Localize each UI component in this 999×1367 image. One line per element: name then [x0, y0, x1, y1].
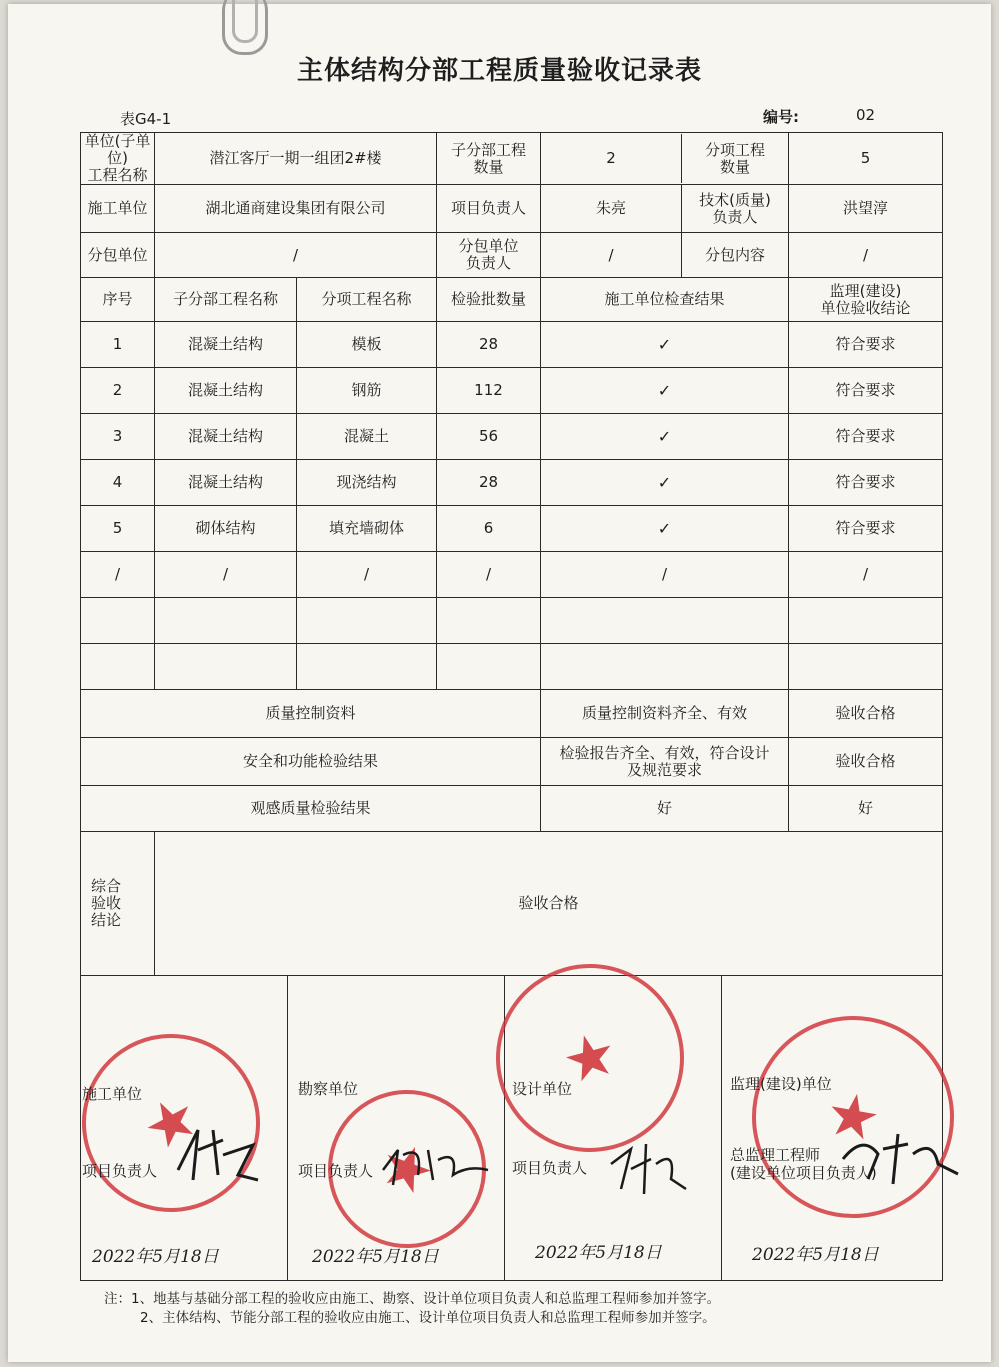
row-item: / [297, 552, 437, 598]
row-no: 5 [81, 506, 155, 552]
quality-control-result: 质量控制资料齐全、有效 [541, 690, 789, 738]
row-item: 填充墙砌体 [297, 506, 437, 552]
row-check: ✓ [541, 368, 789, 414]
row-qty: / [437, 552, 541, 598]
subpart-count-value: 2 [541, 134, 682, 183]
sub-content-label: 分包内容 [704, 245, 765, 264]
row-item: 现浇结构 [297, 460, 437, 506]
row-subpart: 混凝土结构 [155, 368, 297, 414]
serial-label: 编号: [763, 108, 799, 126]
table-row [81, 322, 943, 368]
row-conclusion: 符合要求 [789, 414, 943, 460]
appearance-conclusion: 好 [789, 786, 943, 832]
col-header-conclusion: 监理(建设) 单位验收结论 [789, 278, 943, 322]
sign-date: 2022年5月18日 [312, 1247, 439, 1267]
sign-person-label: 项目负责人 [298, 1162, 374, 1180]
row-no: 4 [81, 460, 155, 506]
row-subpart: 砌体结构 [155, 506, 297, 552]
sign-date: 2022年5月18日 [752, 1245, 879, 1265]
table-row [81, 368, 943, 414]
unit-project-value: 潜江客厅一期一组团2#楼 [155, 133, 437, 185]
row-subpart: 混凝土结构 [155, 322, 297, 368]
design-signature [606, 1134, 696, 1204]
pm-label: 项目负责人 [437, 185, 541, 233]
row-check: / [541, 552, 789, 598]
tech-value: 洪望淳 [789, 185, 943, 233]
table-row [81, 414, 943, 460]
note-line: 2、主体结构、节能分部工程的验收应由施工、设计单位项目负责人和总监理工程师参加并签字。 [140, 1310, 716, 1326]
note-line: 注：1、地基与基础分部工程的验收应由施工、勘察、设计单位项目负责人和总监理工程师参加并签字。 [104, 1291, 721, 1307]
row-conclusion: 符合要求 [789, 368, 943, 414]
row-qty: 56 [437, 414, 541, 460]
sign-person-label: 项目负责人 [512, 1159, 588, 1177]
star-icon: ★ [369, 1126, 445, 1212]
contractor-signature [168, 1120, 268, 1190]
tech-label: 技术(质量) 负责人 [699, 190, 771, 226]
col-header-qty: 检验批数量 [437, 278, 541, 322]
quality-control-label: 质量控制资料 [81, 690, 541, 738]
row-conclusion: 符合要求 [789, 460, 943, 506]
sign-date: 2022年5月18日 [535, 1243, 662, 1263]
row-qty: 28 [437, 322, 541, 368]
item-count-value: 5 [789, 133, 943, 185]
row-qty: 28 [437, 460, 541, 506]
form-code: 表G4-1 [120, 110, 172, 128]
row-no: 1 [81, 322, 155, 368]
unit-project-label: 单位(子单位) 工程名称 [81, 133, 155, 185]
item-count-label: 分项工程 数量 [704, 140, 765, 176]
row-conclusion: 符合要求 [789, 506, 943, 552]
survey-signature [378, 1135, 498, 1205]
row-no: 2 [81, 368, 155, 414]
quality-control-conclusion: 验收合格 [789, 690, 943, 738]
safety-label: 安全和功能检验结果 [81, 738, 541, 786]
star-icon: ★ [820, 1077, 886, 1157]
paper-clip-inner-icon [232, 0, 258, 43]
sign-date: 2022年5月18日 [92, 1247, 219, 1267]
row-no: / [81, 552, 155, 598]
row-conclusion: 符合要求 [789, 322, 943, 368]
row-item: 混凝土 [297, 414, 437, 460]
sign-person-label: 项目负责人 [82, 1162, 158, 1180]
safety-conclusion: 验收合格 [789, 738, 943, 786]
sign-unit-label: 勘察单位 [298, 1080, 359, 1098]
sign-person-label: 总监理工程师 (建设单位项目负责人) [730, 1146, 877, 1182]
row-subpart: 混凝土结构 [155, 460, 297, 506]
table-row-empty [81, 644, 943, 690]
col-header-subpart: 子分部工程名称 [155, 278, 297, 322]
sub-pm-value: / [541, 233, 682, 277]
row-no: 3 [81, 414, 155, 460]
col-header-item: 分项工程名称 [297, 278, 437, 322]
row-qty: 112 [437, 368, 541, 414]
star-icon: ★ [554, 1017, 626, 1099]
row-subpart: / [155, 552, 297, 598]
sign-unit-label: 施工单位 [82, 1085, 143, 1103]
sign-unit-label: 监理(建设)单位 [730, 1075, 832, 1093]
page-title: 主体结构分部工程质量验收记录表 [296, 56, 702, 86]
table-row [81, 552, 943, 598]
row-item: 钢筋 [297, 368, 437, 414]
pm-value: 朱亮 [541, 185, 682, 232]
col-header-no: 序号 [81, 278, 155, 322]
notes [104, 1290, 720, 1328]
row-check: ✓ [541, 460, 789, 506]
safety-result: 检验报告齐全、有效，符合设计 及规范要求 [541, 738, 789, 786]
serial-value: 02 [856, 106, 876, 124]
table-row [81, 506, 943, 552]
sub-unit-label: 分包单位 [81, 233, 155, 278]
table-row-empty [81, 598, 943, 644]
sign-unit-label: 设计单位 [512, 1080, 573, 1098]
col-header-check: 施工单位检查结果 [541, 278, 789, 322]
summary-value: 验收合格 [155, 832, 943, 976]
sub-content-value: / [789, 233, 943, 278]
sub-pm-label: 分包单位 负责人 [437, 233, 541, 278]
row-qty: 6 [437, 506, 541, 552]
summary-label: 综合 验收 结论 [81, 832, 155, 976]
appearance-label: 观感质量检验结果 [81, 786, 541, 832]
row-item: 模板 [297, 322, 437, 368]
row-conclusion: / [789, 552, 943, 598]
appearance-result: 好 [541, 786, 789, 832]
contractor-value: 湖北通商建设集团有限公司 [155, 185, 437, 233]
row-subpart: 混凝土结构 [155, 414, 297, 460]
sub-unit-value: / [155, 233, 437, 278]
supervisor-signature [838, 1124, 968, 1194]
contractor-label: 施工单位 [81, 185, 155, 233]
star-icon: ★ [130, 1079, 212, 1167]
row-check: ✓ [541, 506, 789, 552]
table-row [81, 460, 943, 506]
subpart-count-label: 子分部工程 数量 [437, 133, 541, 185]
row-check: ✓ [541, 322, 789, 368]
row-check: ✓ [541, 414, 789, 460]
